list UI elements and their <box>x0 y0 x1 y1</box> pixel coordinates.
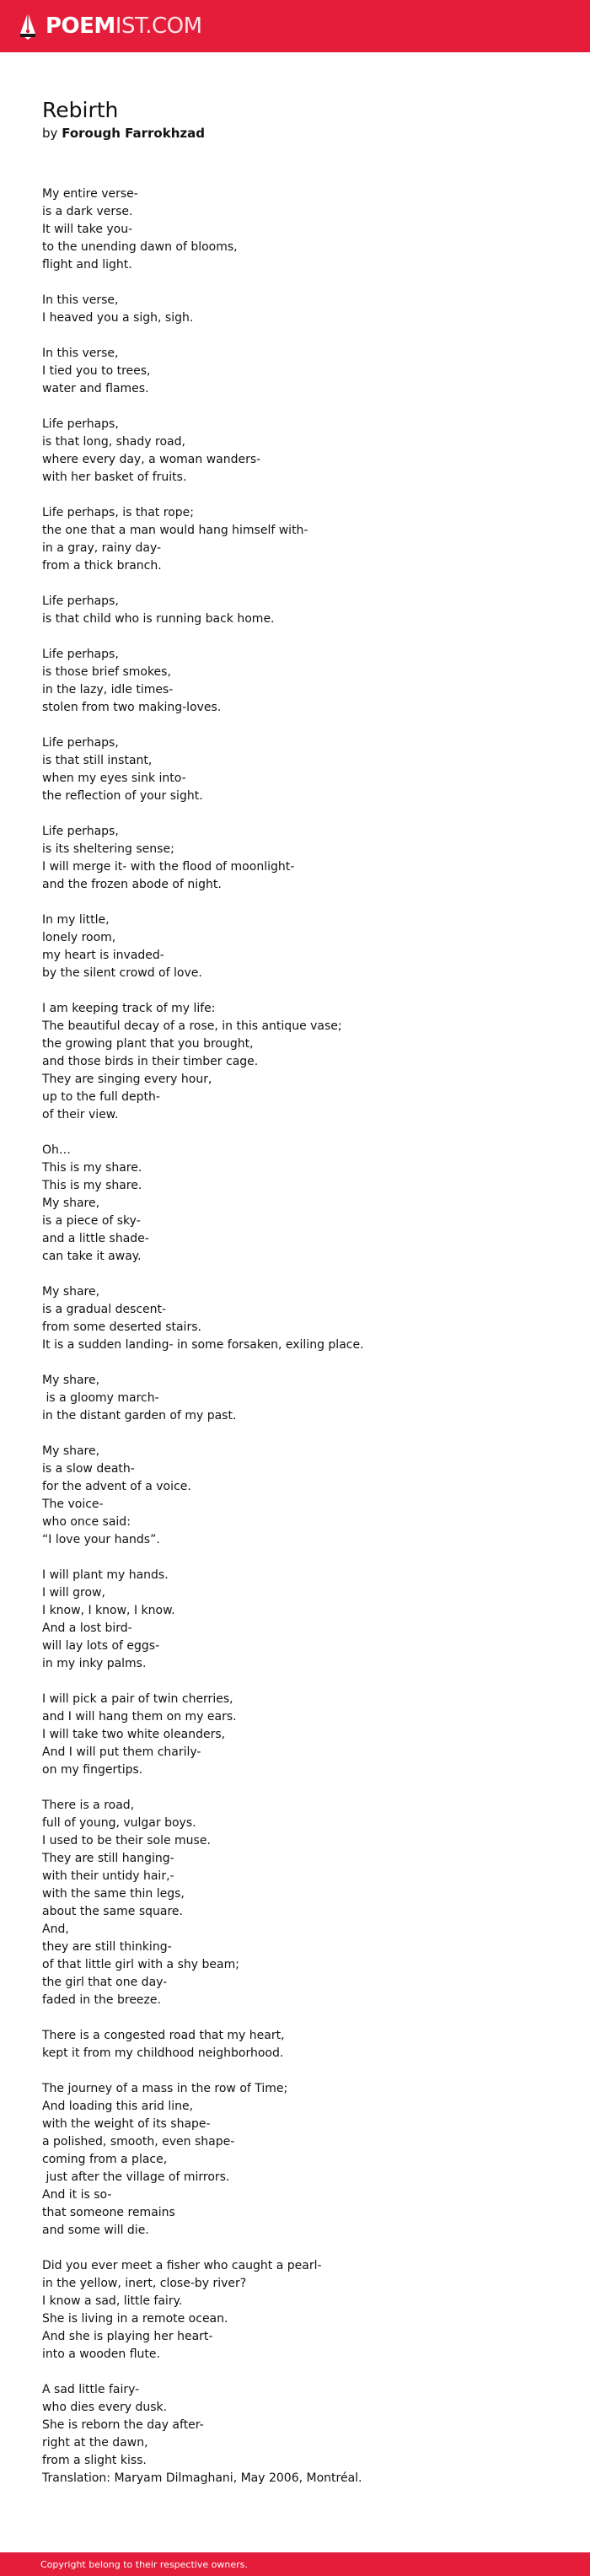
logo-thin: IST.COM <box>115 13 202 39</box>
poem-line: Life perhaps, <box>42 825 119 838</box>
stanza <box>42 1283 548 1354</box>
poem-line: flight and light. <box>42 258 132 272</box>
poem-line: full of young, vulgar boys. <box>42 1816 196 1830</box>
stanza <box>42 2080 548 2240</box>
poem-line: I am keeping track of my life: <box>42 1002 216 1015</box>
poem-line: the reflection of your sight. <box>42 789 203 803</box>
stanza <box>42 345 548 398</box>
stanza <box>42 646 548 717</box>
stanza <box>42 823 548 894</box>
poem-line: of their view. <box>42 1108 119 1121</box>
poem-line: This is my share. <box>42 1161 142 1175</box>
stanza <box>42 504 548 575</box>
poem-line: coming from a place, <box>42 2153 168 2166</box>
poem-line: and a little shade- <box>42 1232 149 1245</box>
stanza <box>42 1000 548 1124</box>
poem-line: In this verse, <box>42 347 119 360</box>
poem-line: with their untidy hair,- <box>42 1869 174 1883</box>
poem-line: Life perhaps, <box>42 417 119 431</box>
poem-line: Life perhaps, <box>42 648 119 661</box>
poem-line: My entire verse- <box>42 187 138 201</box>
poem-line: Translation: Maryam Dilmaghani, May 2006, Montréal. <box>42 2471 362 2485</box>
poem-line: that someone remains <box>42 2206 175 2219</box>
poem-line: It is a sudden landing- in some forsaken, exiling place. <box>42 1338 364 1352</box>
poem-line: I will take two white oleanders, <box>42 1728 226 1741</box>
poem-line: The voice- <box>42 1498 104 1511</box>
poem-line: And a lost bird- <box>42 1621 132 1635</box>
poem-line: into a wooden flute. <box>42 2347 160 2361</box>
poem-line: water and flames. <box>42 382 149 395</box>
poem-line: with her basket of fruits. <box>42 471 187 484</box>
poem-line: faded in the breeze. <box>42 1993 161 2007</box>
poem-line: is its sheltering sense; <box>42 842 174 856</box>
poem-line: my heart is invaded- <box>42 949 164 962</box>
poem-line: stolen from two making-loves. <box>42 701 222 714</box>
poem-line: And I will put them charily- <box>42 1745 201 1759</box>
poem-line: and those birds in their timber cage. <box>42 1055 259 1068</box>
poem-line: right at the dawn, <box>42 2436 148 2450</box>
poem-line: is those brief smokes, <box>42 665 171 679</box>
poem-line: Did you ever meet a fisher who caught a pearl- <box>42 2259 322 2272</box>
poem-line: She is reborn the day after- <box>42 2418 204 2432</box>
poem-line: My share, <box>42 1197 100 1210</box>
poem-line: Life perhaps, <box>42 736 119 750</box>
poem-line: “I love your hands”. <box>42 1533 160 1546</box>
stanza <box>42 2381 548 2487</box>
logo-bold: POEM <box>46 13 115 39</box>
poem-line: And loading this arid line, <box>42 2100 194 2113</box>
logo-text <box>46 15 202 37</box>
poem-line: I will grow, <box>42 1586 105 1600</box>
stanza <box>42 734 548 805</box>
poem-line: just after the village of mirrors. <box>42 2170 230 2184</box>
poem-line: of that little girl with a shy beam; <box>42 1958 239 1971</box>
poem-line: from some deserted stairs. <box>42 1320 201 1334</box>
poem-body <box>42 186 548 2487</box>
poem-line: Life perhaps, is that rope; <box>42 506 194 519</box>
poem-line: Life perhaps, <box>42 594 119 608</box>
poem-line: from a thick branch. <box>42 559 162 573</box>
poem-content <box>0 52 590 2521</box>
poem-line: In this verse, <box>42 293 119 307</box>
byline-prefix: by <box>42 126 58 141</box>
stanza <box>42 1567 548 1673</box>
stanza <box>42 1691 548 1779</box>
poem-line: is a slow death- <box>42 1462 135 1476</box>
poem-line: I will plant my hands. <box>42 1568 169 1582</box>
poem-line: The beautiful decay of a rose, in this antique vase; <box>42 1019 342 1033</box>
poem-line: Oh… <box>42 1143 71 1157</box>
poem-line: kept it from my childhood neighborhood. <box>42 2046 284 2060</box>
poem-line: I used to be their sole muse. <box>42 1834 211 1847</box>
stanza <box>42 2257 548 2364</box>
poem-line: is a gradual descent- <box>42 1303 167 1316</box>
poem-line: with the same thin legs, <box>42 1887 185 1901</box>
stanza <box>42 912 548 982</box>
poem-line: from a slight kiss. <box>42 2454 147 2467</box>
poem-line: It will take you- <box>42 223 133 236</box>
poem-line: up to the full depth- <box>42 1090 160 1104</box>
poem-line: A sad little fairy- <box>42 2383 140 2396</box>
poem-line: to the unending dawn of blooms, <box>42 240 238 254</box>
poem-line: they are still thinking- <box>42 1940 172 1954</box>
poem-line: is a piece of sky- <box>42 1214 141 1228</box>
poem-line: My share, <box>42 1285 100 1299</box>
poem-line: on my fingertips. <box>42 1763 143 1777</box>
poem-line: the growing plant that you brought, <box>42 1037 254 1051</box>
poem-line: I know a sad, little fairy. <box>42 2294 183 2308</box>
stanza <box>42 292 548 327</box>
poem-line: for the advent of a voice. <box>42 1480 191 1493</box>
poem-line: This is my share. <box>42 1179 142 1192</box>
poem-line: the girl that one day- <box>42 1976 168 1989</box>
poem-line: My share, <box>42 1444 100 1458</box>
poem-line: My share, <box>42 1374 100 1387</box>
poem-line: where every day, a woman wanders- <box>42 453 261 466</box>
author-link[interactable]: Forough Farrokhzad <box>62 126 205 141</box>
stanza <box>42 416 548 487</box>
poem-line: is a dark verse. <box>42 205 133 218</box>
poem-line: I know, I know, I know. <box>42 1604 175 1617</box>
poem-line: is a gloomy march- <box>42 1391 159 1405</box>
poem-line: I heaved you a sigh, sigh. <box>42 311 194 325</box>
poem-line: who dies every dusk. <box>42 2401 168 2414</box>
poem-line: I will pick a pair of twin cherries, <box>42 1692 233 1706</box>
poem-line: There is a road, <box>42 1799 135 1812</box>
poem-line: is that long, shady road, <box>42 435 185 449</box>
stanza <box>42 1797 548 2009</box>
poem-line: And she is playing her heart- <box>42 2330 213 2343</box>
poem-line: about the same square. <box>42 1905 183 1918</box>
stanza <box>42 1142 548 1266</box>
stanza <box>42 593 548 628</box>
poem-line: They are still hanging- <box>42 1852 174 1865</box>
stanza <box>42 1443 548 1549</box>
poem-line: And it is so- <box>42 2188 112 2202</box>
poem-line: They are singing every hour, <box>42 1073 212 1086</box>
poem-line: is that child who is running back home. <box>42 612 275 626</box>
poem-line: in my inky palms. <box>42 1657 147 1670</box>
poem-line: by the silent crowd of love. <box>42 966 202 980</box>
site-header <box>0 0 590 52</box>
poem-line: is that still instant, <box>42 754 153 767</box>
poem-line: She is living in a remote ocean. <box>42 2312 228 2326</box>
poem-line: the one that a man would hang himself with- <box>42 524 308 537</box>
site-footer <box>0 2552 590 2576</box>
poem-line: in the yellow, inert, close-by river? <box>42 2277 247 2290</box>
poem-line: And, <box>42 1923 69 1936</box>
poem-line: who once said: <box>42 1515 131 1529</box>
stanza <box>42 2027 548 2062</box>
poem-title: Rebirth <box>42 98 119 122</box>
copyright-text: Copyright belong to their respective owners. <box>40 2558 248 2570</box>
poem-line: a polished, smooth, even shape- <box>42 2135 235 2148</box>
poem-line: with the weight of its shape- <box>42 2117 211 2131</box>
poem-line: will lay lots of eggs- <box>42 1639 160 1653</box>
poem-line: can take it away. <box>42 1250 142 1263</box>
stanza <box>42 186 548 274</box>
poem-byline <box>42 125 548 142</box>
poem-line: There is a congested road that my heart, <box>42 2029 285 2042</box>
poem-line: The journey of a mass in the row of Time; <box>42 2082 288 2095</box>
poem-line: lonely room, <box>42 931 116 944</box>
poem-line: in a gray, rainy day- <box>42 541 162 555</box>
stanza <box>42 1372 548 1425</box>
site-logo[interactable] <box>19 12 202 40</box>
poem-line: and some will die. <box>42 2224 149 2237</box>
poem-line: In my little, <box>42 913 110 927</box>
poem-line: and the frozen abode of night. <box>42 878 222 891</box>
poem-line: and I will hang them on my ears. <box>42 1710 237 1724</box>
pen-nib-icon <box>19 12 37 40</box>
poem-line: in the lazy, idle times- <box>42 683 174 696</box>
poem-line: I will merge it- with the flood of moonlight- <box>42 860 295 874</box>
poem-line: when my eyes sink into- <box>42 772 186 785</box>
poem-line: in the distant garden of my past. <box>42 1409 237 1422</box>
poem-line: I tied you to trees, <box>42 364 151 378</box>
